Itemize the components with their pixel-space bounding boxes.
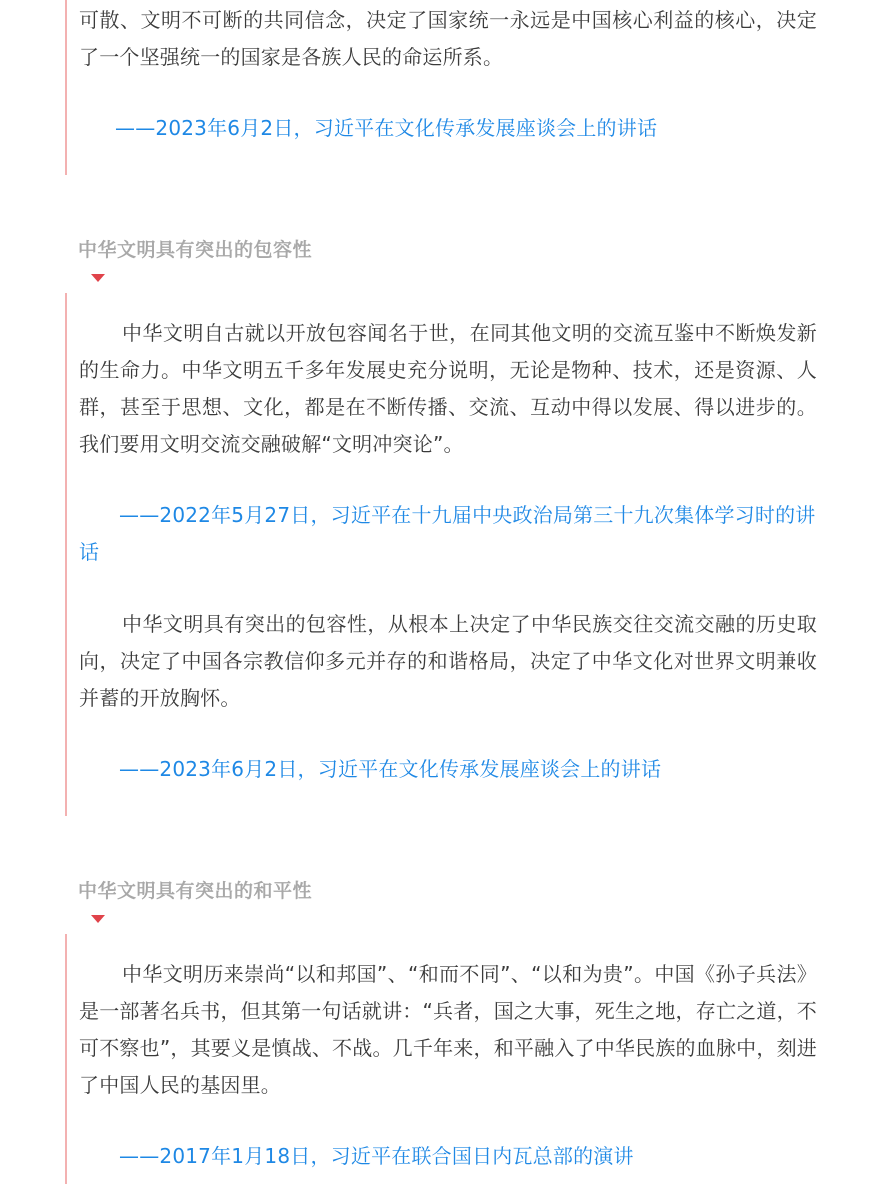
quote-paragraph: 中华文明具有突出的包容性，从根本上决定了中华民族交往交流交融的历史取向，决定了中国各宗教信仰多元并存的和谐格局，决定了中华文化对世界文明兼收并蓄的开放胸怀。 (79, 612, 817, 710)
quote-source: ——2023年6月2日，习近平在文化传承发展座谈会上的讲话 (115, 116, 658, 140)
quote-accent-bar (65, 0, 67, 175)
quote-accent-bar (65, 293, 67, 816)
quote-source: ——2017年1月18日，习近平在联合国日内瓦总部的演讲 (119, 1144, 634, 1168)
quote-paragraph: 中华文明自古就以开放包容闻名于世，在同其他文明的交流互鉴中不断焕发新的生命力。中华文明五千多年发展史充分说明，无论是物种、技术，还是资源、人群，甚至于思想、文化，都是在不断传播、交流、互动中得以发展、得以进步的。我们要用文明交流交融破解“文明冲突论”。 (79, 321, 817, 456)
quote-source: ——2023年6月2日，习近平在文化传承发展座谈会上的讲话 (119, 757, 662, 781)
section-marker-triangle-icon (91, 915, 105, 923)
quote-paragraph: 可散、文明不可断的共同信念，决定了国家统一永远是中国核心利益的核心，决定了一个坚强统一的国家是各族人民的命运所系。 (79, 8, 817, 69)
section-title-inclusiveness: 中华文明具有突出的包容性 (78, 239, 313, 261)
section-title-peacefulness: 中华文明具有突出的和平性 (78, 880, 313, 902)
section-marker-triangle-icon (91, 274, 105, 282)
quote-paragraph: 中华文明历来崇尚“以和邦国”、“和而不同”、“以和为贵”。中国《孙子兵法》是一部著名兵书，但其第一句话就讲：“兵者，国之大事，死生之地，存亡之道，不可不察也”，其要义是慎战、不战。几千年来，和平融入了中华民族的血脉中，刻进了中国人民的基因里。 (79, 962, 817, 1097)
quote-accent-bar (65, 934, 67, 1184)
quote-source: ——2022年5月27日，习近平在十九届中央政治局第三十九次集体学习时的讲话 (79, 503, 816, 564)
